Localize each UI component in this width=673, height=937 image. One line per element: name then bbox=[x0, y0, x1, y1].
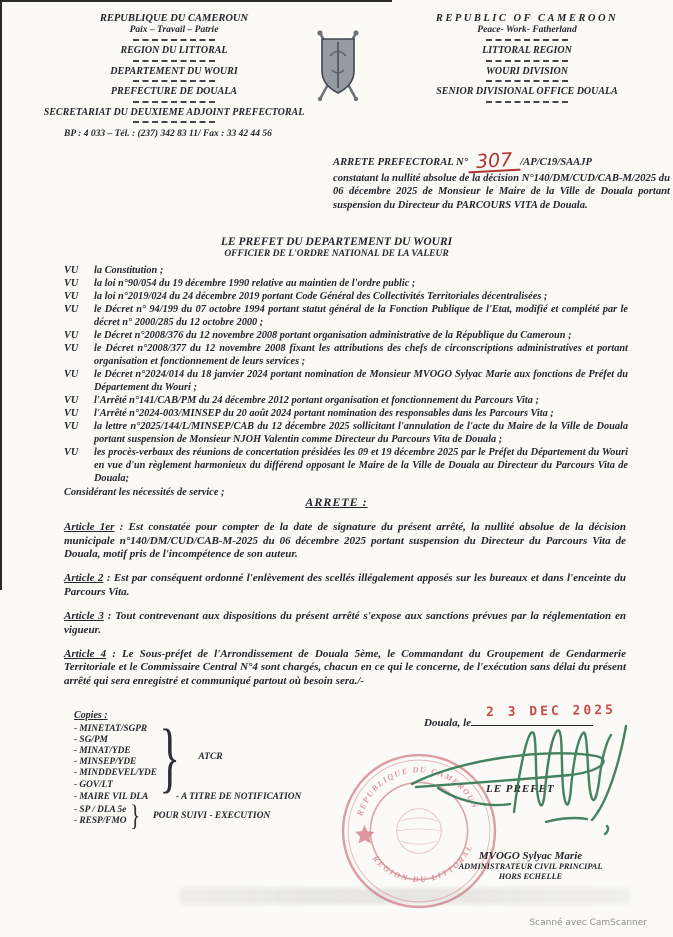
copy-recipient: - MINSEP/YDE bbox=[74, 757, 137, 768]
brace-glyph: } bbox=[130, 799, 141, 833]
visa-item: VU la Constitution ; bbox=[64, 265, 164, 276]
visa-item: VU le Décret n°2024/014 du 18 janvier 2024 portant nomination de Monsieur MVOGO Sylyac Marie aux fonctions de Préfet du Département du Wouri ; bbox=[64, 369, 628, 393]
copies-heading: Copies : bbox=[74, 710, 108, 721]
division-en: WOURI DIVISION bbox=[486, 65, 568, 77]
visa-item: VU le Décret n° 94/199 du 07 octobre 1994 portant statut général de la Fonction Publique de l'Etat, modifié et complété par le décret n° 2000/285 du 12 octobre 2000 ; bbox=[64, 304, 628, 328]
copy-recipient: - MINAT/YDE bbox=[74, 746, 131, 756]
scan-edge bbox=[0, 0, 392, 2]
seal-bottom-text: REGION DU LITTORAL bbox=[370, 842, 475, 885]
decree-heading: ARRETE : bbox=[305, 495, 368, 509]
country-name-fr: REPUBLIQUE DU CAMEROUN bbox=[99, 13, 249, 24]
visa-item: VU le Décret n°2008/377 du 12 novembre 2008 fixant les attributions des chefs de circonscriptions administratives et portant organisation et fonctionnement de leurs services ; bbox=[64, 343, 628, 367]
motto-en: Peace- Work- Fatherland bbox=[477, 24, 577, 35]
coat-of-arms-icon bbox=[311, 26, 365, 110]
date-stamp: 2 3 DEC 2025 bbox=[485, 702, 617, 721]
header-english bbox=[388, 13, 666, 107]
separator bbox=[486, 39, 568, 41]
copies-section bbox=[74, 710, 302, 833]
separator bbox=[486, 101, 568, 103]
brace-glyph: } bbox=[159, 713, 180, 801]
signer-title: LE PREFET bbox=[486, 783, 555, 795]
considering-clause: Considérant les nécessités de service ; bbox=[64, 487, 225, 498]
visa-item: VU le Décret n°2008/376 du 12 novembre 2008 portant organisation administrative de la République du Cameroun ; bbox=[64, 330, 572, 341]
ref-prefix: ARRETE PREFECTORAL N° bbox=[333, 157, 468, 168]
separator bbox=[133, 39, 215, 41]
separator bbox=[133, 101, 215, 103]
separator bbox=[486, 60, 568, 62]
signer-grade: HORS ECHELLE bbox=[498, 872, 563, 881]
copy-recipient: - MAIRE VIL DLA bbox=[74, 792, 149, 803]
prefecture-fr: PREFECTURE DE DOUALA bbox=[110, 86, 238, 97]
visa-item: VU la loi n°90/054 du 19 décembre 1990 relative au maintien de l'ordre public ; bbox=[64, 278, 416, 289]
visa-item: VU la loi n°2019/024 du 24 décembre 2019 portant Code Général des Collectivités Territoriales décentralisées ; bbox=[64, 291, 548, 302]
region-en: LITTORAL REGION bbox=[482, 45, 572, 56]
copies-group-2-label: POUR SUIVI - EXECUTION bbox=[152, 810, 271, 821]
separator bbox=[486, 80, 568, 82]
authority-subtitle: OFFICIER DE L'ORDRE NATIONAL DE LA VALEUR bbox=[224, 249, 449, 259]
signer-name: MVOGO Sylyac Marie bbox=[478, 850, 583, 862]
handwritten-decree-number: 307 bbox=[468, 153, 521, 174]
signer-rank: ADMINISTRATEUR CIVIL PRINCIPAL bbox=[458, 861, 603, 871]
decree-subject bbox=[333, 149, 670, 212]
copies-group-2 bbox=[74, 805, 126, 827]
decree-reference bbox=[333, 149, 670, 173]
visa-item: VU l'Arrêté n°2024-003/MINSEP du 20 août 2024 portant nomination des responsables dans les Parcours Vita ; bbox=[64, 408, 554, 419]
article-2: Article 2 : Est par conséquent ordonné l'enlèvement des scellés illégalement apposés sur les bureaux et dans l'enceinte du Parcours Vita. bbox=[64, 572, 626, 598]
seal-top-text: REPUBLIQUE DU CAMEROUN bbox=[355, 765, 481, 818]
copy-recipient: - SP / DLA 5e bbox=[74, 805, 127, 816]
copy-recipient: - GOV/LT bbox=[74, 779, 113, 790]
secretariat-fr: SECRETARIAT DU DEUXIEME ADJOINT PREFECTORAL bbox=[43, 106, 305, 118]
issuing-authority bbox=[0, 236, 673, 260]
separator bbox=[133, 60, 215, 62]
copy-recipient: - SG/PM bbox=[74, 734, 108, 745]
contact-line: BP : 4 033 – Tél. : (237) 342 83 11/ Fax : 33 42 44 56 bbox=[64, 129, 272, 139]
separator bbox=[133, 80, 215, 82]
signer-identity bbox=[428, 851, 633, 883]
visa-item: VU les procès-verbaux des réunions de concertation présidées les 09 et 19 décembre 2025 par le Préfet du Département du Wouri en vue d'un règlement harmonieux du différend opposant le Maire de la Ville de Douala au Directeur du Parcours Vita de Douala; bbox=[64, 447, 628, 484]
copy-recipient: - RESP/FMO bbox=[74, 816, 127, 827]
camscanner-watermark: Scanné avec CamScanner bbox=[529, 918, 647, 928]
ref-suffix: /AP/C19/SAAJP bbox=[520, 157, 593, 168]
signature bbox=[398, 718, 656, 866]
articles-section bbox=[64, 521, 626, 699]
decree-subject-body: constatant la nullité absolue de la décision N°140/DM/CUD/CAB-M/2025 du 06 décembre 2025 de Monsieur le Maire de la Ville de Douala portant suspension du Directeur du PARCOURS VITA de Douala. bbox=[333, 173, 670, 211]
office-en: SENIOR DIVISIONAL OFFICE DOUALA bbox=[436, 86, 618, 97]
copy-recipient: - MINDDEVEL/YDE bbox=[74, 768, 157, 779]
visa-item: VU la lettre n°2025/144/L/MINSEP/CAB du 12 décembre 2025 sollicitant l'annulation de l'acte du Maire de la Ville de Douala portant suspension de Monsieur NJOH Valentin comme Directeur du Parcours Vita de Douala ; bbox=[64, 421, 628, 445]
country-name-en: REPUBLIC OF CAMEROON bbox=[435, 13, 619, 24]
visa-list bbox=[64, 264, 628, 499]
notification-label: - A TITRE DE NOTIFICATION bbox=[176, 792, 302, 803]
copies-group-1 bbox=[74, 724, 157, 791]
article-1: Article 1er : Est constatée pour compter de la date de signature du présent arrêté, la nullité absolue de la décision municipale n°140/DM/CUD/CAB-M-2025 du 06 décembre 2025 portant suspension du Directeur du Parcours Vita de Douala, motif pris de l'incompétence de son auteur. bbox=[64, 521, 626, 561]
place-date-line: Douala, le bbox=[424, 716, 593, 729]
article-4: Article 4 : Le Sous-préfet de l'Arrondissement de Douala 5ème, le Commandant du Groupement de Gendarmerie Territoriale et le Commissaire Central N°4 sont chargés, chacun en ce qui le concerne, de l'exécution sans délai du présent arrêté qui sera enregistré et communiqué partout où besoin sera./- bbox=[64, 647, 626, 687]
motto-fr: Paix – Travail – Patrie bbox=[129, 24, 219, 35]
header-french bbox=[36, 13, 312, 127]
department-fr: DEPARTEMENT DU WOURI bbox=[110, 65, 238, 77]
separator bbox=[133, 121, 215, 123]
copy-recipient: - MINETAT/SGPR bbox=[74, 723, 148, 734]
article-3: Article 3 : Tout contrevenant aux dispositions du présent arrêté s'expose aux sanctions prévues par la réglementation en vigueur. bbox=[64, 609, 626, 636]
authority-title: LE PREFET DU DEPARTEMENT DU WOURI bbox=[220, 236, 453, 248]
copies-group-1-label: ATCR bbox=[198, 751, 223, 762]
region-fr: REGION DU LITTORAL bbox=[120, 45, 228, 56]
visa-item: VU l'Arrêté n°141/CAB/PM du 24 décembre 2012 portant organisation et fonctionnement du Parcours Vita ; bbox=[64, 395, 539, 406]
